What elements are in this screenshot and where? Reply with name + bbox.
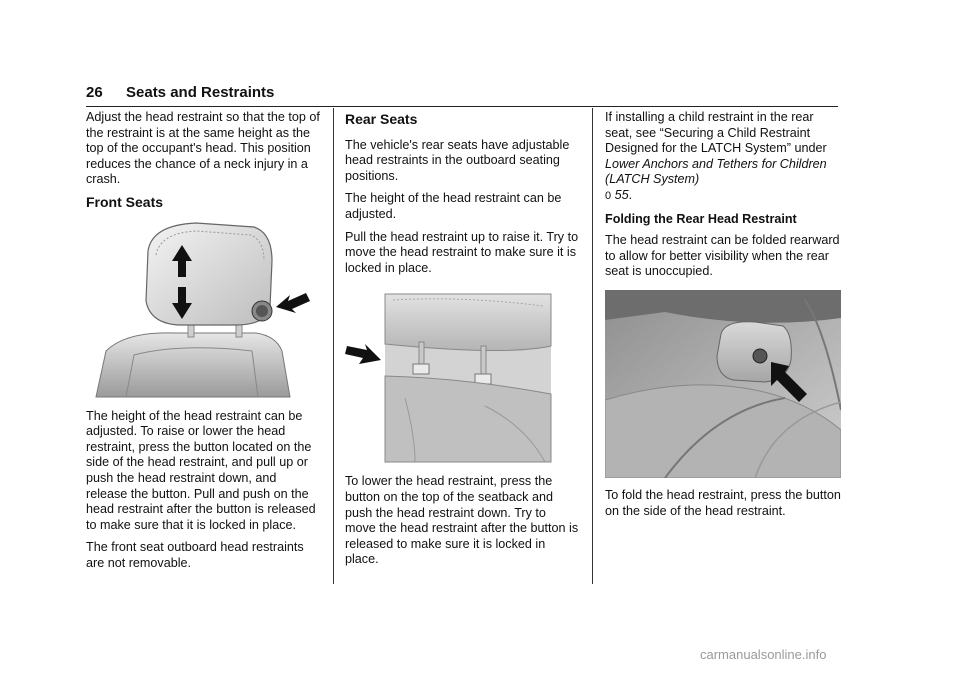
front-seat-adjust-paragraph: The height of the head restraint can be adjusted. To raise or lower the head restraint, press the button located on the side of the head restraint, and pull up or push the head restraint down, and release the button. Pull and push on the head restraint after the button is released to make sure that it is locked in place. <box>86 408 316 532</box>
column-divider <box>333 108 334 584</box>
page-reference-icon: 0 <box>605 189 612 202</box>
front-head-restraint-illustration <box>86 221 312 399</box>
watermark: carmanualsonline.info <box>700 647 827 662</box>
front-seat-not-removable-paragraph: The front seat outboard head restraints are not removable. <box>86 540 304 570</box>
latch-period: . <box>628 187 633 202</box>
column-divider <box>592 108 593 584</box>
rear-fold-restraint-photo <box>605 290 841 478</box>
front-seats-heading: Front Seats <box>86 193 164 210</box>
fold-instruction-paragraph: To fold the head restraint, press the button on the side of the head restraint. <box>605 487 841 518</box>
rear-seats-paragraph-1: The vehicle's rear seats have adjustable head restraints in the outboard seating positions. <box>345 137 570 183</box>
section-title: Seats and Restraints <box>126 84 275 101</box>
folding-description-paragraph: The head restraint can be folded rearward to allow for better visibility when the rear seat is unoccupied. <box>605 233 840 279</box>
page-header <box>86 84 838 107</box>
latch-reference-paragraph <box>605 110 841 205</box>
latch-link[interactable]: Lower Anchors and Tethers for Children (LATCH System) <box>605 156 827 187</box>
folding-rear-head-restraint-heading: Folding the Rear Head Restraint <box>605 211 797 226</box>
lower-head-restraint-paragraph: To lower the head restraint, press the button on the top of the seatback and push the head restraint down. Try to move the head restraint after the button is released to make sure it is locked in place. <box>345 474 579 567</box>
rear-head-restraint-illustration <box>345 286 571 464</box>
rear-seats-paragraph-2: The height of the head restraint can be adjusted. <box>345 191 562 221</box>
column-3 <box>605 110 841 526</box>
page-reference-number[interactable]: 55 <box>614 187 629 202</box>
intro-paragraph: Adjust the head restraint so that the top of the restraint is at the same height as the top of the occupant's head. This position reduces the chance of a neck injury in a crash. <box>86 110 320 187</box>
latch-intro-text: If installing a child restraint in the rear seat, see “Securing a Child Restraint Designed for the LATCH System” under <box>605 110 827 156</box>
column-2 <box>345 110 579 575</box>
rear-seats-paragraph-3: Pull the head restraint up to raise it. Try to move the head restraint to make sure it is locked in place. <box>345 229 579 275</box>
rear-seats-heading: Rear Seats <box>345 111 418 127</box>
column-1 <box>86 110 320 579</box>
page-number: 26 <box>86 84 103 101</box>
